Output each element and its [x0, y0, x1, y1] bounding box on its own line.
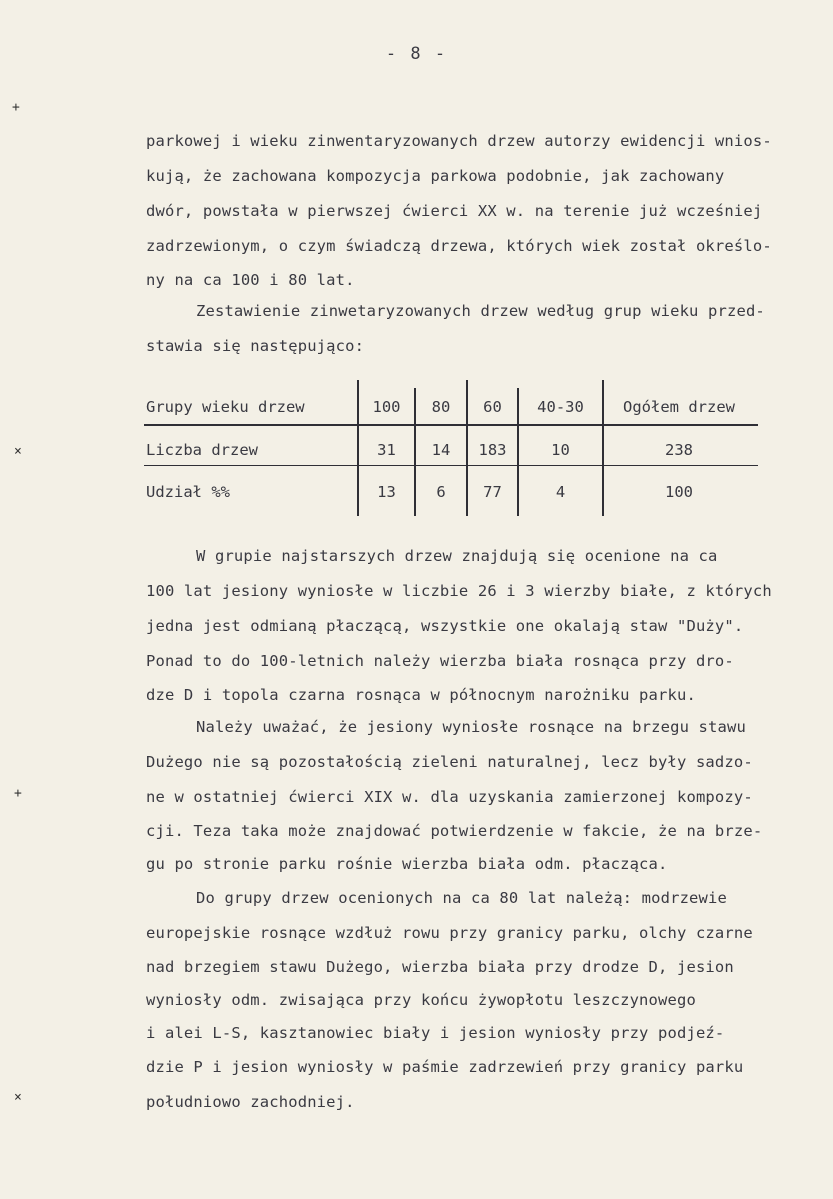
text-line: europejskie rosnące wzdłuż rowu przy granicy parku, olchy czarne	[146, 924, 753, 942]
text-line: Należy uważać, że jesiony wyniosłe rosnące na brzegu stawu	[196, 718, 746, 736]
text-line: wyniosły odm. zwisająca przy końcu żywopłotu leszczynowego	[146, 991, 696, 1009]
text-line: dze D i topola czarna rosnąca w północnym narożniku parku.	[146, 686, 696, 704]
table-cell: 4	[555, 483, 566, 501]
table-cell: 6	[436, 483, 446, 501]
text-line: Zestawienie zinwetaryzowanych drzew według grup wieku przed-	[196, 302, 765, 320]
table-cell: 100	[665, 483, 693, 501]
table-divider	[414, 388, 416, 516]
text-line: 100 lat jesiony wyniosłe w liczbie 26 i 3 wierzby białe, z których	[146, 582, 772, 600]
table-header: 60	[483, 398, 502, 416]
text-line: kują, że zachowana kompozycja parkowa podobnie, jak zachowany	[146, 167, 725, 185]
text-line: dzie P i jesion wyniosły w paśmie zadrzewień przy granicy parku	[146, 1058, 744, 1076]
text-line: dwór, powstała w pierwszej ćwierci XX w. na terenie już wcześniej	[146, 202, 763, 220]
table-cell: 183	[478, 441, 507, 459]
table-header: 100	[372, 398, 401, 416]
text-line: gu po stronie parku rośnie wierzba biała odm. płacząca.	[146, 855, 668, 873]
table-divider	[602, 380, 604, 516]
table-divider	[517, 388, 519, 516]
table-cell: 31	[377, 441, 396, 459]
table-header: Ogółem drzew	[623, 398, 735, 416]
table-cell: 238	[665, 441, 693, 459]
text-line: stawia się następująco:	[146, 337, 365, 355]
text-line: ny na ca 100 i 80 lat.	[146, 271, 355, 289]
text-line: południowo zachodniej.	[146, 1093, 355, 1111]
table-rule	[144, 465, 758, 466]
text-line: Do grupy drzew ocenionych na ca 80 lat należą: modrzewie	[196, 889, 727, 907]
table-row-label: Liczba drzew	[146, 441, 258, 459]
margin-mark: +	[12, 100, 20, 115]
text-line: Ponad to do 100-letnich należy wierzba biała rosnąca przy dro-	[146, 652, 734, 670]
margin-mark: +	[14, 786, 22, 801]
table-cell: 14	[431, 441, 451, 459]
table-divider	[357, 380, 359, 516]
text-line: W grupie najstarszych drzew znajdują się ocenione na ca	[196, 547, 718, 565]
table-header: 80	[431, 398, 451, 416]
page-number: - 8 -	[385, 44, 448, 64]
table-cell: 10	[551, 441, 570, 459]
table-cell: 77	[483, 483, 502, 501]
margin-mark: ×	[14, 444, 22, 459]
margin-mark: ×	[14, 1090, 22, 1105]
text-line: nad brzegiem stawu Dużego, wierzba biała przy drodze D, jesion	[146, 958, 734, 976]
text-line: parkowej i wieku zinwentaryzowanych drzew autorzy ewidencji wnios-	[146, 132, 772, 150]
table-cell: 13	[377, 483, 396, 501]
text-line: ne w ostatniej ćwierci XIX w. dla uzyskania zamierzonej kompozy-	[146, 788, 753, 806]
table-rule	[144, 424, 758, 426]
table-row-label: Udział %%	[146, 483, 230, 501]
table-divider	[466, 380, 468, 516]
text-line: zadrzewionym, o czym świadczą drzewa, których wiek został określo-	[146, 237, 772, 255]
table-header: 40-30	[537, 398, 584, 416]
text-line: i alei L-S, kasztanowiec biały i jesion wyniosły przy podjeź-	[146, 1024, 725, 1042]
text-line: jedna jest odmianą płaczącą, wszystkie one okalają staw "Duży".	[146, 617, 744, 635]
text-line: cji. Teza taka może znajdować potwierdzenie w fakcie, że na brze-	[146, 822, 763, 840]
table-header: Grupy wieku drzew	[146, 398, 305, 416]
text-line: Dużego nie są pozostałością zieleni naturalnej, lecz były sadzo-	[146, 753, 753, 771]
